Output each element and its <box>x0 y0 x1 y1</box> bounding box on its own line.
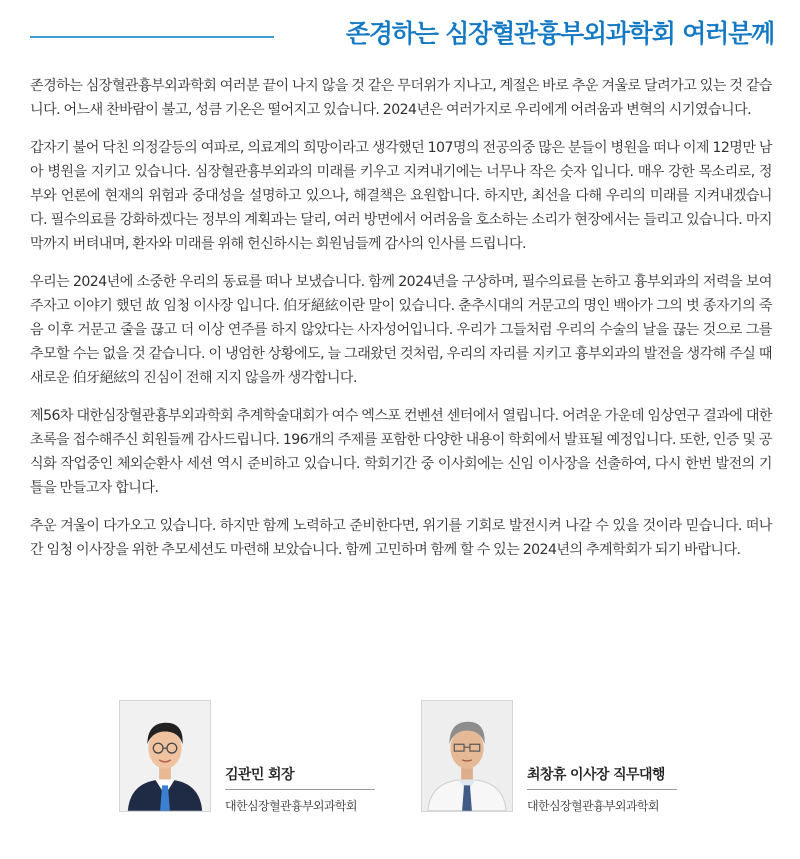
signature-divider <box>527 789 677 790</box>
signer-name: 김관민 회장 <box>225 767 294 783</box>
paragraph-1: 존경하는 심장혈관흉부외과학회 여러분 끝이 나지 않을 것 같은 무더위가 지나고, 계절은 바로 추운 겨울로 달려가고 있는 것 같습니다. 어느새 찬바람이 불고, 성큼 기온은 떨어지고 있습니다. 2024년은 여러가지로 우리에게 어려움과 변혁의 시기였습니다. <box>30 78 772 118</box>
paragraph-5: 추운 겨울이 다가오고 있습니다. 하지만 함께 노력하고 준비한다면, 위기를 기회로 발전시켜 나갈 수 있을 것이라 믿습니다. 떠나간 임청 이사장을 위한 추모세션도 마련해 보았습니다. 함께 고민하며 함께 할 수 있는 2024년의 추계학회가 되기 바랍니다. <box>30 518 772 558</box>
letter-header <box>0 0 800 60</box>
portrait-man-glasses-white-coat-icon <box>421 700 513 812</box>
signer-organization: 대한심장혈관흉부외과학회 <box>225 799 357 813</box>
paragraph-3: 우리는 2024년에 소중한 우리의 동료를 떠나 보냈습니다. 함께 2024년을 구상하며, 필수의료를 논하고 흉부외과의 저력을 보여 주자고 이야기 했던 故 임청 이사장 입니다. 伯牙絕絃이란 말이 있습니다. 춘추시대의 거문고의 명인 백아가 그의 벗 종자기의 죽음 이후 거문고 줄을 끊고 더 이상 연주를 하지 않았다는 사자성어입니다. 우리가 그들처럼 우리의 수술의 날을 끊는 것으로 그를 추모할 수는 없을 것 같습니다. 이 냉엄한 상황에도, 늘 그래왔던 것처럼, 우리의 자리를 지키고 흉부외과의 발전을 생각해 주실 때 새로운 伯牙絕絃의 진심이 전해 지지 않을까 생각합니다. <box>30 274 772 386</box>
signature-divider <box>225 789 375 790</box>
paragraph-4: 제56차 대한심장혈관흉부외과학회 추계학술대회가 여수 엑스포 컨벤션 센터에서 열립니다. 어려운 가운데 임상연구 결과에 대한 초록을 접수해주신 회원들께 감사드립니다. 196개의 주제를 포함한 다양한 내용이 학회에서 발표될 예정입니다. 또한, 인증 및 공식화 작업중인 체외순환사 세션 역시 준비하고 있습니다. 학회기간 중 이사회에는 신임 이사장을 선출하여, 다시 한번 발전의 기틀을 만들고자 합니다. <box>30 408 772 496</box>
paragraph-2: 갑자기 불어 닥친 의정갈등의 여파로, 의료계의 희망이라고 생각했던 107명의 전공의중 많은 분들이 병원을 떠나 이제 12명만 남아 병원을 지키고 있습니다. 심장혈관흉부외과의 미래를 키우고 지켜내기에는 너무나 작은 숫자 입니다. 매우 강한 목소리로, 정부와 언론에 현재의 위험과 중대성을 설명하고 있으나, 해결책은 요원합니다. 하지만, 최선을 다해 우리의 미래를 지켜내겠습니다. 필수의료를 강화하겠다는 정부의 계획과는 달리, 여러 방면에서 어려움을 호소하는 소리가 현장에서는 들리고 있습니다. 마지막까지 버텨내며, 환자와 미래를 위해 헌신하시는 회원님들께 감사의 인사를 드립니다. <box>30 140 772 252</box>
page-title: 존경하는 심장혈관흉부외과학회 여러분께 <box>345 19 774 48</box>
letter-body <box>30 74 772 576</box>
signer-name: 최창휴 이사장 직무대행 <box>527 767 665 783</box>
signer-organization: 대한심장혈관흉부외과학회 <box>527 799 659 813</box>
signature-president <box>119 700 379 820</box>
signature-acting-chairman <box>421 700 691 820</box>
portrait-man-glasses-blue-tie-icon <box>119 700 211 812</box>
header-accent-line <box>30 36 274 38</box>
